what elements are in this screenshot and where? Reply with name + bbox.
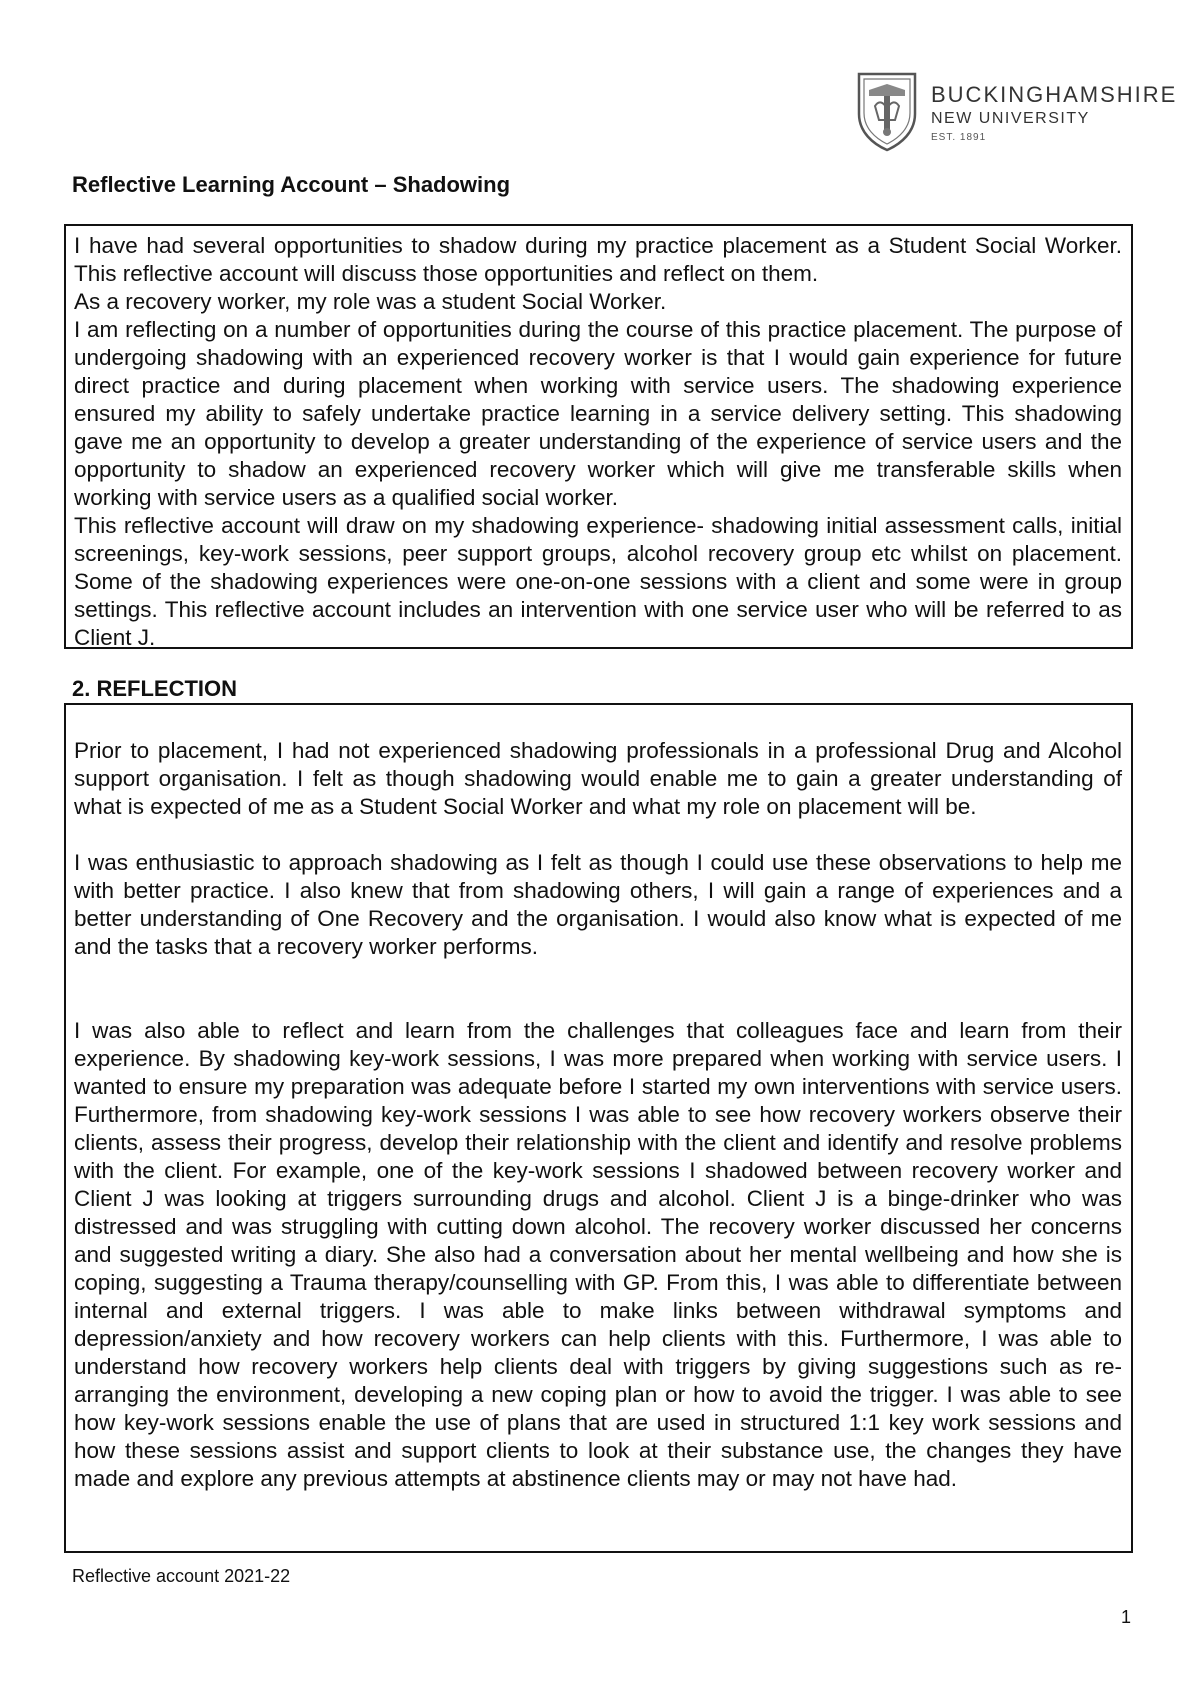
page-number: 1 <box>1121 1607 1132 1627</box>
intro-paragraph: I am reflecting on a number of opportunities during the course of this practice placement. The purpose of undergoing shadowing with an experienced recovery worker is that I would gain experience for future direct practice and during placement when working with service users. The shadowing experience ensured my ability to safely undertake practice learning in a service delivery setting. This shadowing gave me an opportunity to develop a greater understanding of the experience of service users and the opportunity to shadow an experienced recovery worker which will give me transferable skills when working with service users as a qualified social worker. <box>74 317 1122 510</box>
reflection-heading: 2. REFLECTION <box>72 676 238 701</box>
paragraph-spacer <box>74 821 1122 849</box>
page-footer: Reflective account 2021-22 <box>72 1566 291 1586</box>
university-logo <box>855 70 1178 152</box>
logo-established: EST. 1891 <box>931 132 987 143</box>
intro-paragraph: This reflective account will draw on my shadowing experience- shadowing initial assessment calls, initial screenings, key-work sessions, peer support groups, alcohol recovery group etc whilst on placement. Some of the shadowing experiences were one-on-one sessions with a client and some were in group settings. This reflective account includes an intervention with one service user who will be referred to as Client J. <box>74 513 1122 650</box>
intro-paragraph: As a recovery worker, my role was a student Social Worker. <box>74 289 667 314</box>
paragraph-spacer <box>74 961 1122 1017</box>
crest-icon <box>855 70 919 152</box>
document-title: Reflective Learning Account – Shadowing <box>72 172 511 197</box>
intro-paragraph: I have had several opportunities to shadow during my practice placement as a Student Social Worker. This reflective account will discuss those opportunities and reflect on them. <box>74 233 1122 286</box>
reflection-paragraph: I was enthusiastic to approach shadowing as I felt as though I could use these observations to help me with better practice. I also knew that from shadowing others, I will gain a range of experiences and a better understanding of One Recovery and the organisation. I would also know what is expected of me and the tasks that a recovery worker performs. <box>74 850 1122 959</box>
reflection-box <box>64 703 1133 1553</box>
logo-name-line2: NEW UNIVERSITY <box>931 110 1090 127</box>
reflection-paragraph: Prior to placement, I had not experienced shadowing professionals in a professional Drug and Alcohol support organisation. I felt as though shadowing would enable me to gain a greater understanding of what is expected of me as a Student Social Worker and what my role on placement will be. <box>74 738 1122 819</box>
reflection-paragraph: I was also able to reflect and learn from the challenges that colleagues face and learn from their experience. By shadowing key-work sessions, I was more prepared when working with service users. I wanted to ensure my preparation was adequate before I started my own interventions with service users. Furthermore, from shadowing key-work sessions I was able to see how recovery workers observe their clients, assess their progress, develop their relationship with the client and identify and resolve problems with the client. For example, one of the key-work sessions I shadowed between recovery worker and Client J was looking at triggers surrounding drugs and alcohol. Client J is a binge-drinker who was distressed and was struggling with cutting down alcohol. The recovery worker discussed her concerns and suggested writing a diary. She also had a conversation about her mental wellbeing and how she is coping, suggesting a Trauma therapy/counselling with GP. From this, I was able to differentiate between internal and external triggers. I was able to make links between withdrawal symptoms and depression/anxiety and how recovery workers can help clients with this. Furthermore, I was able to understand how recovery workers help clients deal with triggers by giving suggestions such as re-arranging the environment, developing a new coping plan or how to avoid the trigger. I was able to see how key-work sessions enable the use of plans that are used in structured 1:1 key work sessions and how these sessions assist and support clients to look at their substance use, the changes they have made and explore any previous attempts at abstinence clients may or may not have had. <box>74 1018 1122 1491</box>
logo-name-line1: BUCKINGHAMSHIRE <box>931 82 1178 107</box>
introduction-box <box>64 224 1133 649</box>
